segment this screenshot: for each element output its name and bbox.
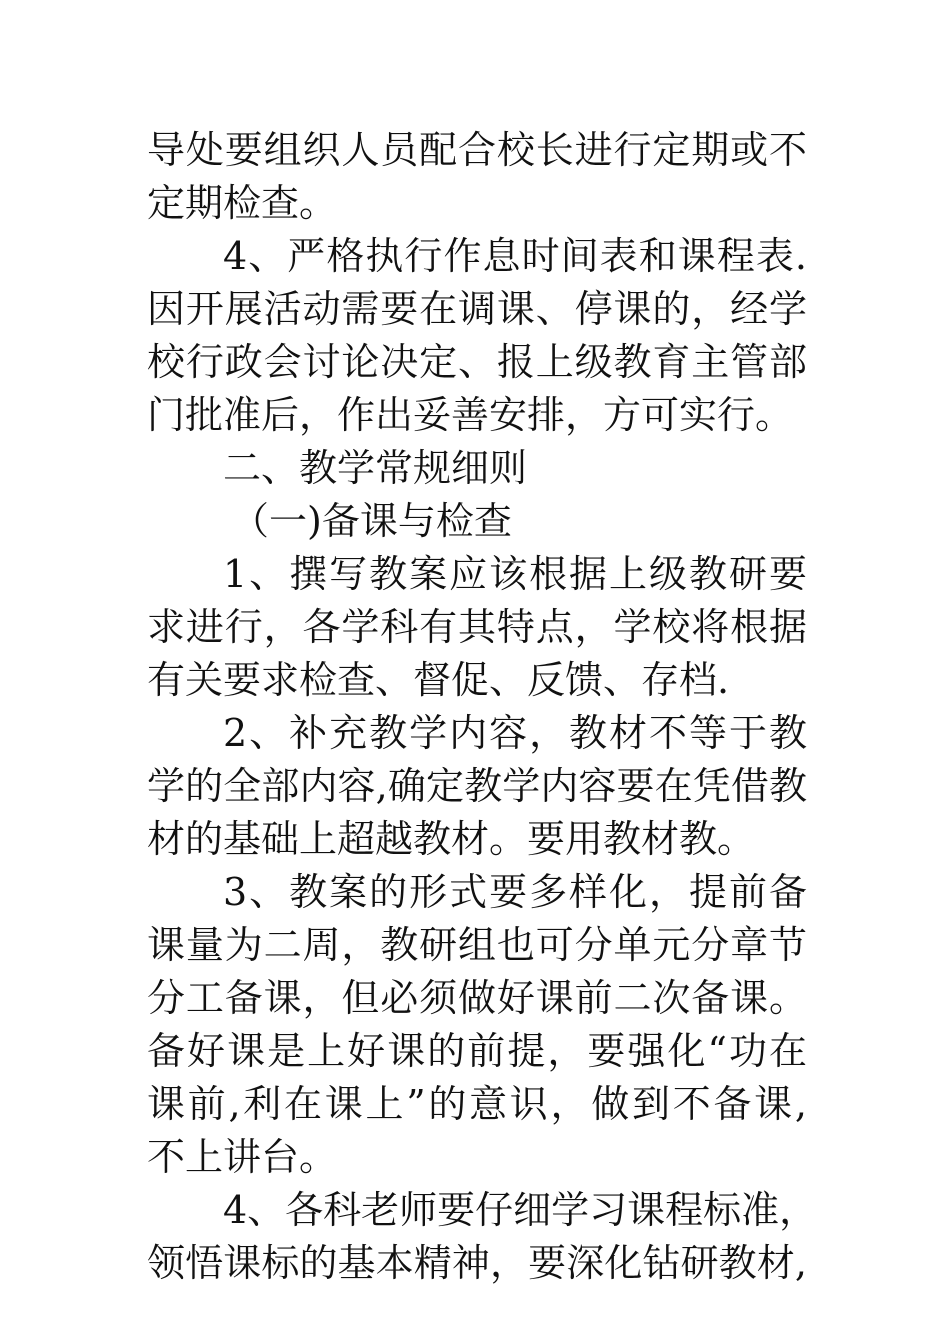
text-line: 有关要求检查、督促、反馈、存档.: [147, 658, 730, 702]
text-line: 材的基础上超越教材。要用教材教。: [147, 817, 756, 861]
text-line: 领悟课标的基本精神，要深化钻研教材,: [147, 1241, 807, 1285]
text-line: 因开展活动需要在调课、停课的，经学: [147, 287, 807, 331]
text-line: 求进行，各学科有其特点，学校将根据: [147, 605, 807, 649]
section-heading: 二、教学常规细则: [223, 446, 528, 490]
text-line: 1、撰写教案应该根据上级教研要: [223, 552, 807, 596]
text-line: 学的全部内容,确定教学内容要在凭借教: [147, 764, 807, 808]
text-line: 3、教案的形式要多样化，提前备: [223, 870, 807, 914]
text-line: 2、补充教学内容，教材不等于教: [223, 711, 807, 755]
text-line: 分工备课，但必须做好课前二次备课。: [147, 976, 807, 1020]
text-line: 导处要组织人员配合校长进行定期或不: [147, 128, 807, 172]
text-line: 门批准后，作出妥善安排，方可实行。: [147, 393, 794, 437]
text-line: 4、各科老师要仔细学习课程标准，: [223, 1188, 818, 1232]
document-body: [147, 124, 818, 1290]
text-line: 校行政会讨论决定、报上级教育主管部: [147, 340, 807, 384]
text-line: 定期检查。: [147, 181, 338, 225]
text-line: 4、严格执行作息时间表和课程表.: [223, 234, 807, 278]
text-line: 不上讲台。: [147, 1135, 338, 1179]
text-line: 课量为二周，教研组也可分单元分章节: [147, 923, 807, 967]
subsection-heading: （一)备课与检查: [231, 499, 512, 543]
text-line: 备好课是上好课的前提，要强化“功在: [147, 1029, 807, 1073]
text-line: 课前,利在课上”的意识，做到不备课,: [147, 1082, 807, 1126]
